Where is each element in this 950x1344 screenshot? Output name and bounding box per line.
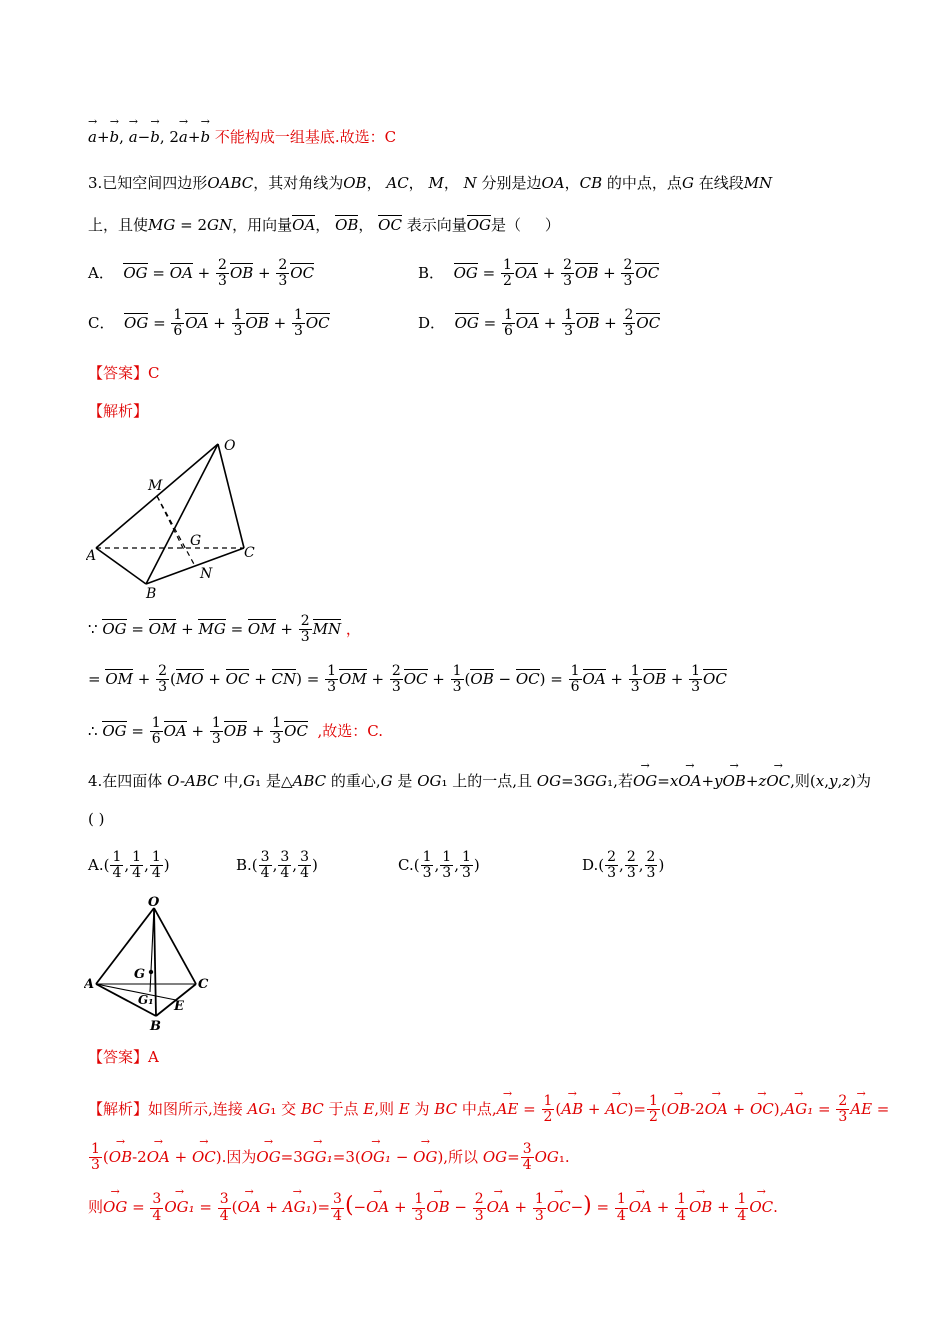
- q4-solution-line1: 【解析】如图所示,连接 AG₁ 交 BC 于点 E,则 E 为 BC 中点,AE → = $\frac{1}{2}$ (AB → + AC →)= $\frac{1}{2}$ (OB →-2OA → + OC →),AG₁ → = $\frac{2}{3}$ AE → =: [88, 1094, 889, 1126]
- q3-solution-line1: ∵ OG = OM + MG = OM + $\frac{2}{3}$ MN ，: [88, 613, 361, 646]
- q3-label-b: B: [146, 586, 157, 602]
- q3-label-n: N: [200, 566, 213, 582]
- q4-label-g: G: [134, 967, 146, 982]
- q3-label-g: G: [190, 533, 202, 549]
- q3-analysis-label: 【解析】: [88, 402, 149, 420]
- q4-label-a: A: [84, 977, 95, 992]
- q4-label-o: O: [148, 895, 160, 910]
- top-line-conclusion: 不能构成一组基底.故选：C: [214, 128, 397, 146]
- q3-label-a: A: [86, 548, 97, 564]
- q3-label-c: C: [244, 545, 255, 561]
- q4-tetrahedron-figure: [84, 894, 220, 1034]
- q3-label-o: O: [224, 438, 236, 454]
- q3-stem-line2: 上，且使MG = 2GN，用向量OA， OB， OC 表示向量OG是（ ）: [88, 216, 560, 234]
- q4-option-b: B.( $\frac{3}{4}$ , $\frac{3}{4}$ , $\frac{3}{4}$ ): [236, 849, 318, 882]
- q4-label-e: E: [174, 999, 184, 1014]
- q4-answer: 【答案】A: [88, 1048, 159, 1066]
- q4-option-c: C.( $\frac{1}{3}$ , $\frac{1}{3}$ , $\frac{1}{3}$ ): [398, 849, 480, 882]
- q3-label-m: M: [148, 478, 163, 494]
- q3-answer: 【答案】C: [88, 364, 160, 382]
- top-line: [88, 128, 396, 148]
- q3-solution-conclusion: ,故选：C.: [317, 721, 383, 740]
- q4-solution-line2: $\frac{1}{3}$ (OB →-2OA → + OC →).因为OG →=3GG₁ →=3(OG₁ → − OG →),所以 OG= $\frac{3}{4}$ OG₁.: [88, 1142, 570, 1174]
- q4-label-b: B: [150, 1019, 161, 1034]
- q3-tetrahedron-figure: [86, 432, 266, 602]
- q3-option-d: D． OG = $\frac{1}{6}$ OA + $\frac{1}{3}$ OB + $\frac{2}{3}$ OC: [418, 307, 661, 340]
- q4-stem-line2: ( ): [88, 810, 105, 828]
- q3-option-b: B． OG = $\frac{1}{2}$ OA + $\frac{2}{3}$ OB + $\frac{2}{3}$ OC: [418, 257, 660, 290]
- q4-solution-line3: 则OG → = $\frac{3}{4}$ OG₁ → = $\frac{3}{4}$ (OA → + AG₁ →)= $\frac{3}{4}$ (−OA → + $\frac{1}{3}$ OB → − $\frac{2}{3}$ OA → + $\frac{1}{3}$ OC →−) = $\frac{1}{4}$ OA → + $\frac{1}{4}$ OB → + $\frac{1}{4}$ OC →.: [88, 1192, 778, 1224]
- q3-option-c: C． OG = $\frac{1}{6}$ OA + $\frac{1}{3}$ OB + $\frac{1}{3}$ OC: [88, 307, 330, 340]
- basis-vectors: a →+b →, a →−b →, 2a →+b →: [88, 128, 210, 146]
- q3-solution-line3: ∴ OG = $\frac{1}{6}$ OA + $\frac{1}{3}$ OB + $\frac{1}{3}$ OC ,故选：C.: [88, 715, 383, 748]
- q4-stem-line1: 4.在四面体 O-ABC 中,G₁ 是△ABC 的重心,G 是 OG₁ 上的一点,且 OG=3GG₁,若OG →=xOA →+yOB →+zOC →,则(x,y,z)为: [88, 772, 871, 792]
- q4-option-a: A.( $\frac{1}{4}$ , $\frac{1}{4}$ , $\frac{1}{4}$ ): [88, 849, 170, 882]
- q3-stem-line1: 3.已知空间四边形OABC，其对角线为OB， AC， M， N 分别是边OA，CB 的中点，点G 在线段MN: [88, 174, 773, 192]
- q4-label-g1: G₁: [138, 993, 154, 1007]
- q3-option-a: A． OG = OA + $\frac{2}{3}$ OB + $\frac{2}{3}$ OC: [88, 257, 315, 290]
- q4-option-d: D.( $\frac{2}{3}$ , $\frac{2}{3}$ , $\frac{2}{3}$ ): [582, 849, 665, 882]
- q4-label-c: C: [198, 977, 209, 992]
- q3-solution-line2: = OM + $\frac{2}{3}$ (MO + OC + CN) = $\frac{1}{3}$ OM + $\frac{2}{3}$ OC + $\frac{1}{3}$ (OB − OC) = $\frac{1}{6}$ OA + $\frac{1}{3}$ OB + $\frac{1}{3}$ OC: [88, 663, 727, 696]
